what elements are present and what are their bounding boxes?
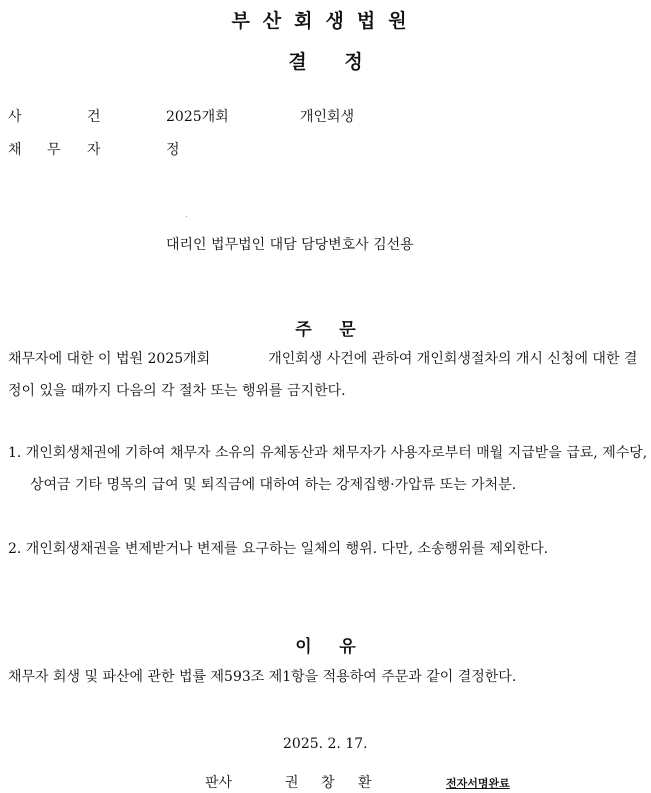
order-title-char-1: 주 bbox=[295, 320, 312, 340]
case-label-char-2: 건 bbox=[87, 109, 101, 125]
case-number: 2025개회 bbox=[166, 109, 229, 125]
document-type-char-1: 결 bbox=[288, 51, 307, 73]
order-intro bbox=[8, 343, 642, 407]
agent-line: 대리인 법무법인 대담 담당변호사 김선용 bbox=[166, 237, 414, 253]
judge-name-char-2: 창 bbox=[321, 775, 335, 791]
document-type-char-2: 정 bbox=[344, 51, 363, 73]
reason-text: 채무자 회생 및 파산에 관한 법률 제593조 제1항을 적용하여 주문과 같이 결정한다. bbox=[8, 669, 517, 685]
decision-date: 2025. 2. 17. bbox=[283, 736, 368, 752]
order-title bbox=[0, 315, 651, 340]
order-item-1: 1. 개인회생채권에 기하여 채무자 소유의 유체동산과 채무자가 사용자로부터 매월 지급받을 급료, 제수당, 상여금 기타 명목의 급여 및 퇴직금에 대하여 하는 강제집행·가압류 또는 가처분. bbox=[8, 445, 648, 493]
debtor-label-char-3: 자 bbox=[87, 142, 101, 158]
court-name: 부산회생법원 bbox=[231, 10, 420, 32]
reason-title bbox=[0, 632, 651, 657]
reason-title-char-1: 이 bbox=[295, 637, 312, 657]
judge-title: 판사 bbox=[205, 775, 233, 791]
judge-name-char-1: 권 bbox=[285, 775, 299, 791]
debtor-name: 정 bbox=[166, 142, 180, 158]
electronic-signature-mark: 전자서명완료 bbox=[446, 777, 510, 790]
scan-speck bbox=[186, 216, 187, 217]
order-intro-part-2: 개인회생 사건에 관하여 개인회생절차의 개시 신청에 대한 결정이 있을 때까지 다음의 각 절차 또는 행위를 금지한다. bbox=[8, 351, 638, 399]
judge-name-char-3: 환 bbox=[358, 775, 372, 791]
order-intro-part-1: 채무자에 대한 이 법원 2025개회 bbox=[8, 351, 211, 367]
debtor-label-char-2: 무 bbox=[47, 142, 61, 158]
document-type bbox=[0, 47, 651, 74]
order-title-char-2: 문 bbox=[339, 320, 356, 340]
case-label-char-1: 사 bbox=[8, 109, 22, 125]
case-type: 개인회생 bbox=[300, 109, 355, 125]
order-item-2: 2. 개인회생채권을 변제받거나 변제를 요구하는 일체의 행위. 다만, 소송행위를 제외한다. bbox=[8, 541, 549, 557]
debtor-label-char-1: 채 bbox=[8, 142, 22, 158]
reason-title-char-2: 유 bbox=[339, 637, 356, 657]
